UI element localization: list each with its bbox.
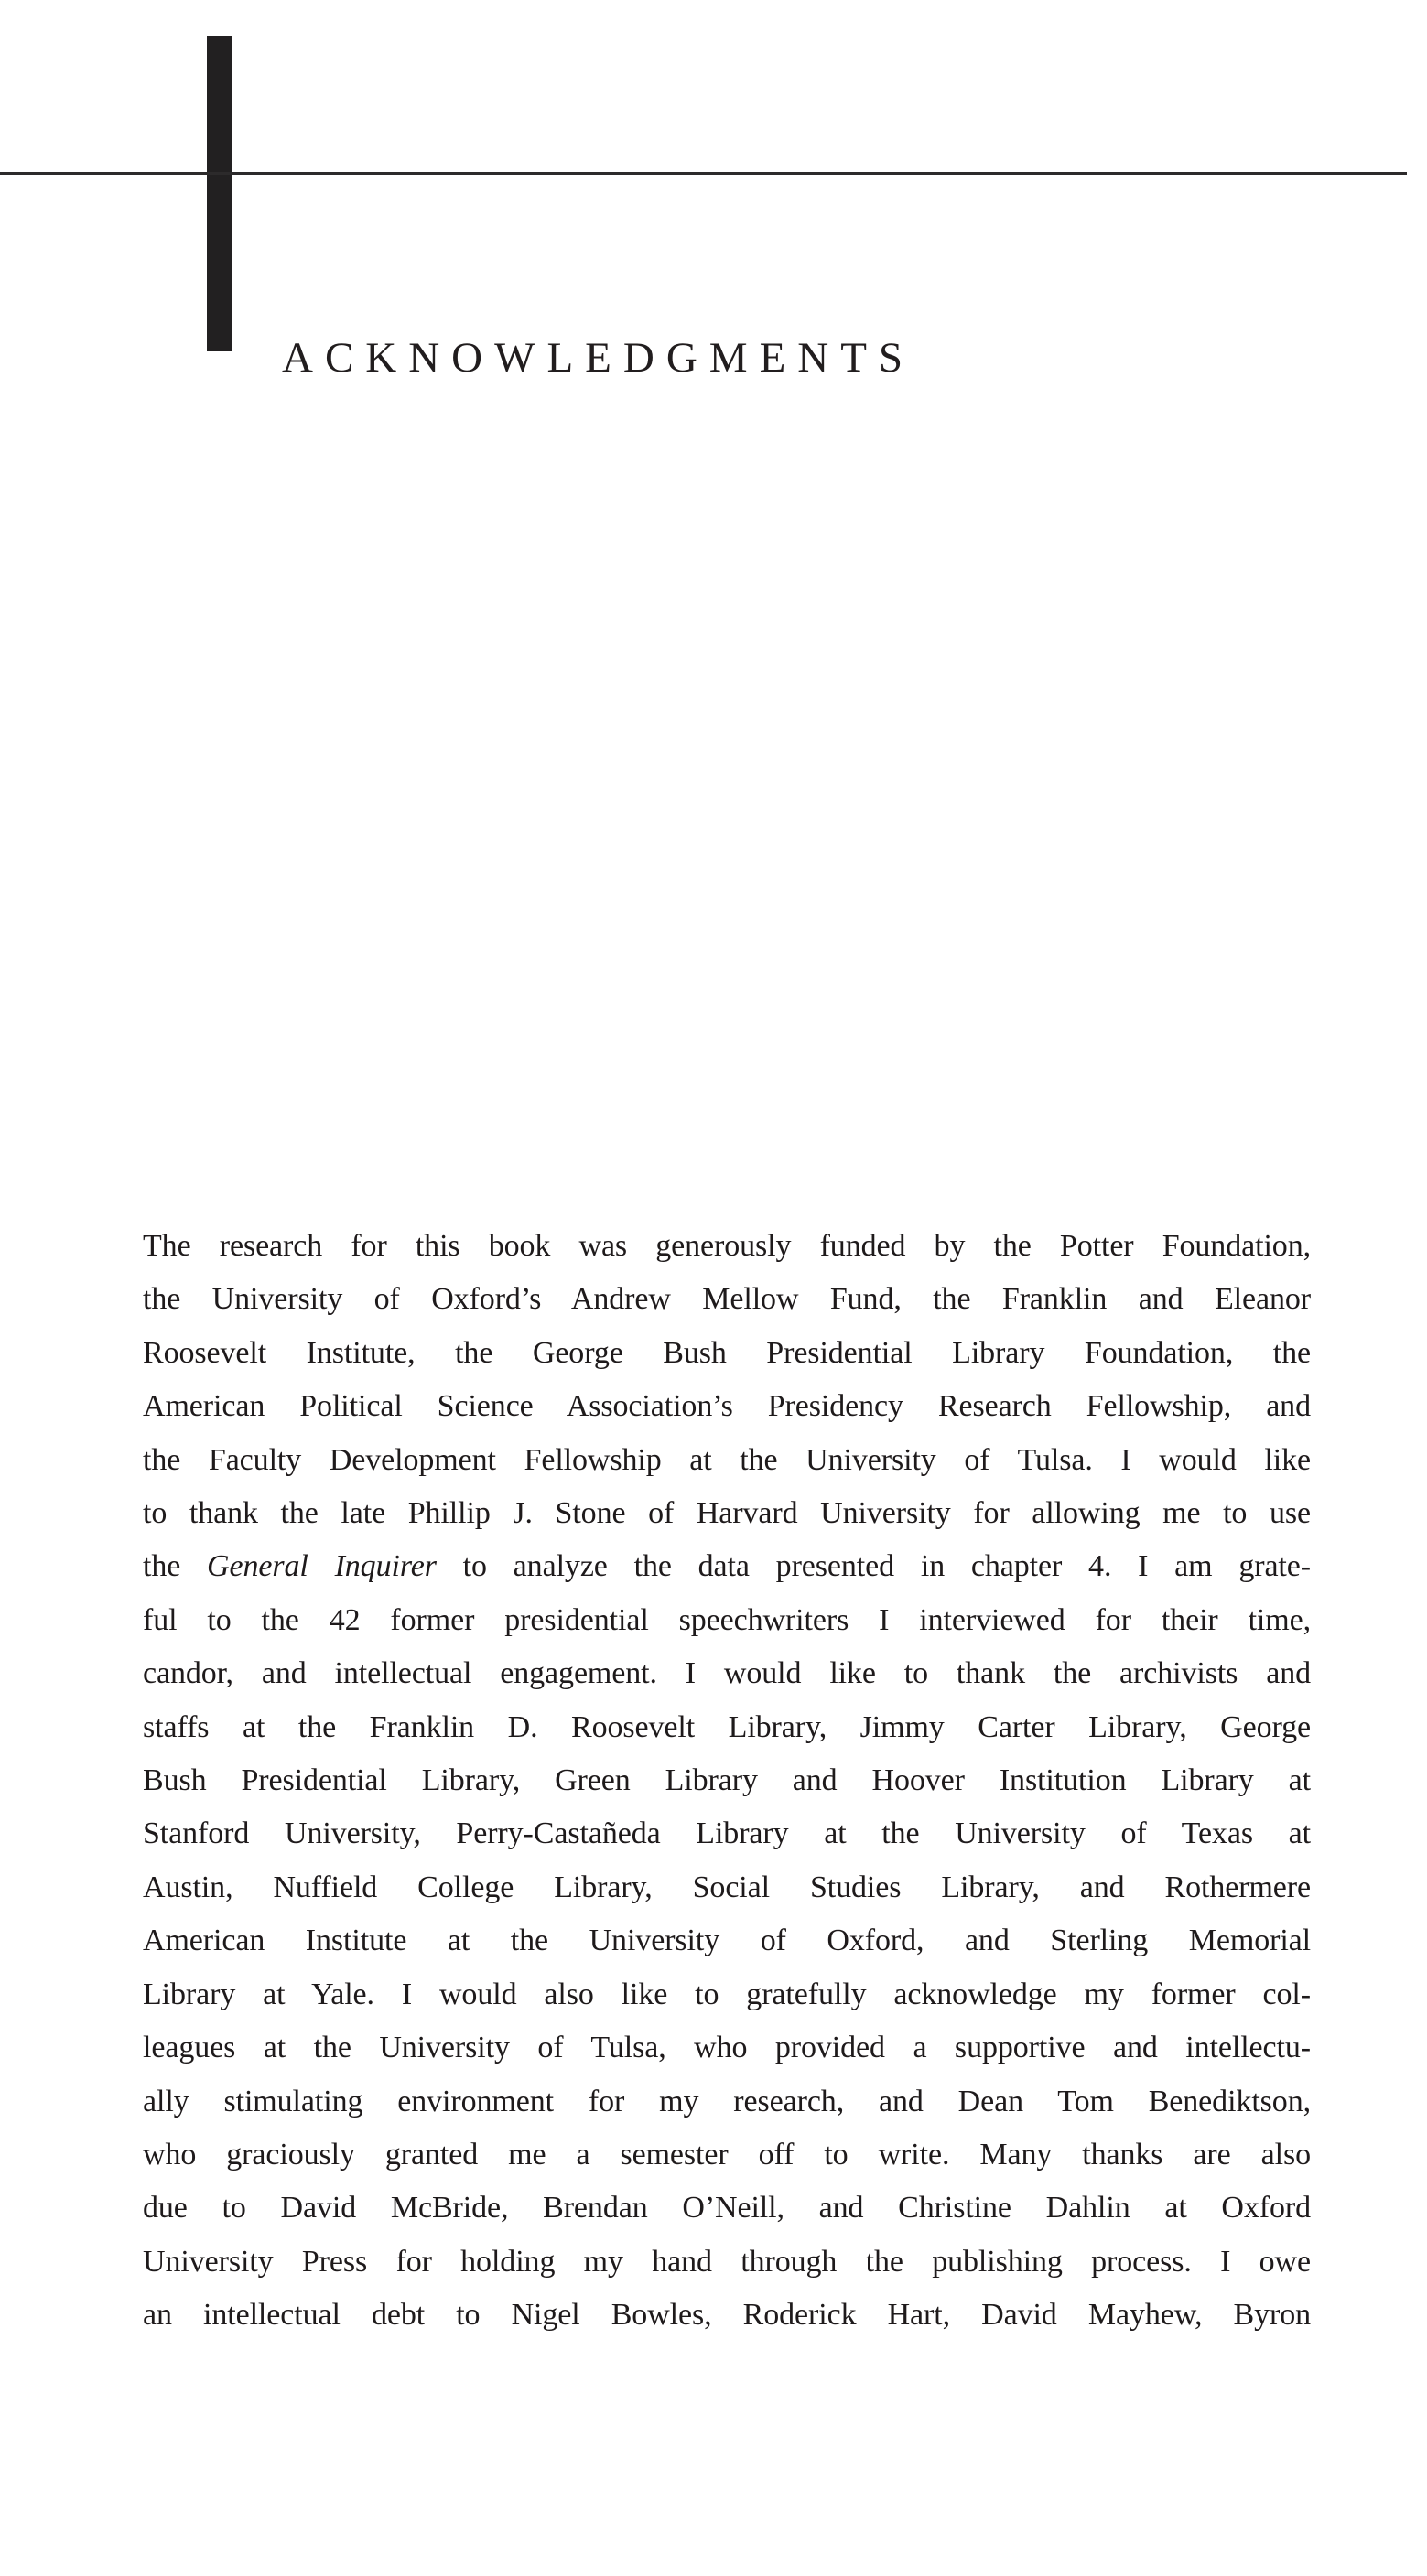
body-line: staffs at the Franklin D. Roosevelt Library, Jimmy Carter Library, George xyxy=(143,1709,1311,1744)
body-line-text: to analyze the data presented in chapter 4. I am grate- xyxy=(436,1549,1311,1584)
chapter-title: ACKNOWLEDGMENTS xyxy=(282,334,915,383)
body-line-text: the xyxy=(143,1549,208,1584)
body-line: ful to the 42 former presidential speechwriters I interviewed for their time, xyxy=(143,1602,1311,1637)
body-line: Bush Presidential Library, Green Library and Hoover Institution Library at xyxy=(143,1763,1311,1798)
body-line: to thank the late Phillip J. Stone of Harvard University for allowing me to use xyxy=(143,1496,1311,1531)
body-line: due to David McBride, Brendan O’Neill, and Christine Dahlin at Oxford xyxy=(143,2191,1311,2226)
body-line: who graciously granted me a semester off to write. Many thanks are also xyxy=(143,2137,1311,2172)
body-line: an intellectual debt to Nigel Bowles, Roderick Hart, David Mayhew, Byron xyxy=(143,2298,1311,2333)
body-line: candor, and intellectual engagement. I would like to thank the archivists and xyxy=(143,1656,1311,1691)
body-line xyxy=(143,1540,1311,1593)
chapter-ornament-bar xyxy=(207,36,232,351)
acknowledgments-paragraph xyxy=(143,1220,1311,2343)
body-line: Austin, Nuffield College Library, Social Studies Library, and Rothermere xyxy=(143,1870,1311,1904)
body-line: American Institute at the University of Oxford, and Sterling Memorial xyxy=(143,1924,1311,1958)
body-line: Stanford University, Perry-Castañeda Library at the University of Texas at xyxy=(143,1816,1311,1851)
body-line: the University of Oxford’s Andrew Mellow Fund, the Franklin and Eleanor xyxy=(143,1282,1311,1317)
body-line: the Faculty Development Fellowship at the University of Tulsa. I would like xyxy=(143,1442,1311,1477)
body-line: leagues at the University of Tulsa, who provided a supportive and intellectu- xyxy=(143,2031,1311,2065)
body-line: The research for this book was generously funded by the Potter Foundation, xyxy=(143,1229,1311,1263)
body-line: ally stimulating environment for my research, and Dean Tom Benediktson, xyxy=(143,2084,1311,2118)
body-line: Roosevelt Institute, the George Bush Presidential Library Foundation, the xyxy=(143,1335,1311,1370)
body-line: Library at Yale. I would also like to gratefully acknowledge my former col- xyxy=(143,1977,1311,2011)
body-line: American Political Science Association’s Presidency Research Fellowship, and xyxy=(143,1389,1311,1424)
header-horizontal-rule xyxy=(0,172,1407,175)
book-title-italic: General Inquirer xyxy=(207,1549,437,1584)
body-line: University Press for holding my hand through the publishing process. I owe xyxy=(143,2244,1311,2279)
